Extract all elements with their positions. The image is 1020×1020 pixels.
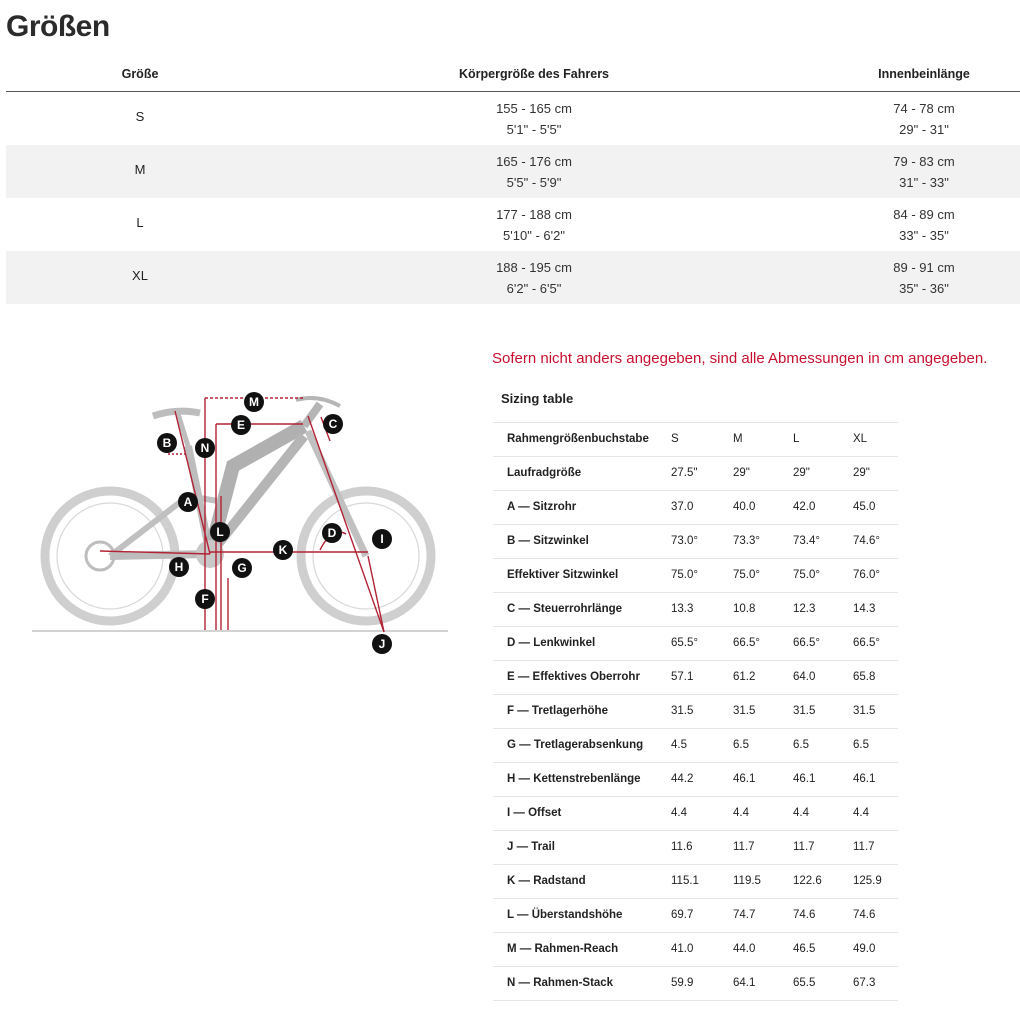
value-s: 37.0: [671, 501, 694, 513]
row-label: H — Kettenstrebenlänge: [507, 773, 641, 785]
value-l: 64.0: [793, 671, 816, 683]
value-l: 46.5: [793, 943, 816, 955]
value-xl: 46.1: [853, 773, 876, 785]
row-label: D — Lenkwinkel: [507, 637, 596, 649]
row-label: B — Sitzwinkel: [507, 535, 589, 547]
page-title: Größen: [6, 10, 110, 43]
sizing-table-title: Sizing table: [501, 391, 574, 406]
value-m: 119.5: [733, 875, 761, 887]
row-label: J — Trail: [507, 841, 555, 853]
value-xl: 45.0: [853, 501, 876, 513]
value-s: 4.4: [671, 807, 687, 819]
sizing-table-row: [493, 831, 898, 865]
size-table-header: [6, 60, 1020, 92]
value-l: 122.6: [793, 875, 822, 887]
value-xl: 29": [853, 467, 870, 479]
sizing-table-row: [493, 457, 898, 491]
row-label: Effektiver Sitzwinkel: [507, 569, 619, 581]
sizing-table-row: [493, 729, 898, 763]
sizing-table-row: [493, 695, 898, 729]
sizing-table-header: [493, 423, 898, 457]
value-m: 11.7: [733, 841, 755, 853]
row-label: N — Rahmen-Stack: [507, 977, 614, 989]
marker-d-label: D: [327, 526, 337, 540]
marker-n: [195, 438, 215, 458]
value-xl: 125.9: [853, 875, 882, 887]
inseam-cm: 89 - 91 cm: [893, 260, 955, 275]
marker-e: [231, 415, 251, 435]
value-l: 11.7: [793, 841, 815, 853]
marker-m: [244, 392, 264, 412]
marker-h: [169, 557, 189, 577]
sizing-table-row: [493, 865, 898, 899]
bike-geometry-diagram: [28, 386, 454, 660]
value-xl: 65.8: [853, 671, 876, 683]
value-s: 4.5: [671, 739, 687, 751]
value-xl: 66.5°: [853, 637, 880, 649]
inseam-in: 31" - 33": [899, 175, 949, 190]
value-s: 115.1: [671, 875, 699, 887]
sizing-table-row: [493, 661, 898, 695]
inseam-cm: 79 - 83 cm: [893, 154, 955, 169]
marker-j-label: J: [378, 637, 386, 651]
marker-m-label: M: [249, 395, 259, 409]
value-l: 75.0°: [793, 569, 820, 581]
value-m: 64.1: [733, 977, 756, 989]
value-l: 12.3: [793, 603, 816, 615]
value-s: 73.0°: [671, 535, 698, 547]
height-in: 5'10" - 6'2": [503, 228, 565, 243]
inseam-cm: 74 - 78 cm: [893, 101, 955, 116]
value-l: 6.5: [793, 739, 809, 751]
row-label: G — Tretlagerabsenkung: [507, 739, 644, 751]
value-xl: 14.3: [853, 603, 876, 615]
marker-k-label: K: [278, 543, 288, 557]
marker-f-label: F: [201, 592, 209, 606]
inseam-in: 35" - 36": [899, 281, 949, 296]
value-l: 4.4: [793, 807, 809, 819]
row-label: M — Rahmen-Reach: [507, 943, 619, 955]
marker-h-label: H: [174, 560, 184, 574]
marker-e-label: E: [236, 418, 246, 432]
value-l: 74.6: [793, 909, 816, 921]
sizing-table-row: [493, 593, 898, 627]
value-s: 44.2: [671, 773, 694, 785]
height-cm: 165 - 176 cm: [496, 154, 572, 169]
size-table-row: [6, 251, 1020, 304]
marker-a: [178, 492, 198, 512]
value-xl: 74.6°: [853, 535, 880, 547]
height-cm: 155 - 165 cm: [496, 101, 572, 116]
marker-i-label: I: [380, 532, 384, 546]
marker-c: [323, 414, 343, 434]
height-in: 5'1" - 5'5": [506, 122, 562, 137]
sizing-table-row: [493, 525, 898, 559]
marker-d: [322, 523, 342, 543]
size-table-row: [6, 145, 1020, 198]
value-m: 46.1: [733, 773, 756, 785]
marker-l: [210, 522, 230, 542]
sizing-table-row: [493, 933, 898, 967]
value-l: 29": [793, 467, 810, 479]
value-s: 41.0: [671, 943, 694, 955]
size-table-row: [6, 198, 1020, 251]
value-xl: 31.5: [853, 705, 876, 717]
sizing-table-row: [493, 967, 898, 1001]
marker-g: [232, 558, 252, 578]
sizing-table-row: [493, 559, 898, 593]
height-in: 6'2" - 6'5": [506, 281, 562, 296]
row-label: C — Steuerrohrlänge: [507, 603, 623, 615]
value-m: 31.5: [733, 705, 756, 717]
value-m: 10.8: [733, 603, 756, 615]
value-m: 29": [733, 467, 750, 479]
value-s: 11.6: [671, 841, 693, 853]
value-m: 66.5°: [733, 637, 760, 649]
height-cm: 188 - 195 cm: [496, 260, 572, 275]
inseam-in: 33" - 35": [899, 228, 949, 243]
size-header-l: L: [793, 433, 800, 445]
height-in: 5'5" - 5'9": [506, 175, 562, 190]
value-s: 13.3: [671, 603, 694, 615]
marker-c-label: C: [328, 417, 338, 431]
size-table-row: [6, 92, 1020, 145]
sizing-table-row: [493, 797, 898, 831]
value-xl: 67.3: [853, 977, 876, 989]
sizing-table-row: [493, 491, 898, 525]
value-m: 61.2: [733, 671, 756, 683]
value-l: 46.1: [793, 773, 816, 785]
sizing-table-row: [493, 899, 898, 933]
value-xl: 49.0: [853, 943, 876, 955]
sizing-table-row: [493, 763, 898, 797]
units-note: Sofern nicht anders angegeben, sind alle Abmessungen in cm angegeben.: [492, 350, 988, 367]
value-s: 59.9: [671, 977, 694, 989]
value-m: 75.0°: [733, 569, 760, 581]
marker-f: [195, 589, 215, 609]
value-xl: 11.7: [853, 841, 875, 853]
height-col-header: Körpergröße des Fahrers: [458, 67, 610, 81]
height-cm: 177 - 188 cm: [496, 207, 572, 222]
value-l: 65.5: [793, 977, 816, 989]
value-s: 31.5: [671, 705, 694, 717]
marker-n-label: N: [200, 441, 210, 455]
size-col-header: Größe: [121, 67, 159, 81]
size-label: S: [135, 109, 145, 124]
value-s: 69.7: [671, 909, 694, 921]
value-xl: 4.4: [853, 807, 869, 819]
value-l: 73.4°: [793, 535, 820, 547]
value-m: 74.7: [733, 909, 756, 921]
row-label: A — Sitzrohr: [507, 501, 577, 513]
marker-a-label: A: [183, 495, 193, 509]
sizing-table: [493, 422, 898, 1001]
value-m: 73.3°: [733, 535, 760, 547]
value-xl: 6.5: [853, 739, 869, 751]
row-label: K — Radstand: [507, 875, 586, 887]
size-header-s: S: [671, 433, 679, 445]
value-l: 66.5°: [793, 637, 820, 649]
size-header-xl: XL: [853, 433, 868, 445]
row-label: E — Effektives Oberrohr: [507, 671, 640, 683]
value-m: 4.4: [733, 807, 749, 819]
value-xl: 76.0°: [853, 569, 880, 581]
row-label: Laufradgröße: [507, 467, 582, 479]
value-s: 75.0°: [671, 569, 698, 581]
row-label: F — Tretlagerhöhe: [507, 705, 608, 717]
size-label: XL: [132, 268, 148, 283]
marker-j: [372, 634, 392, 654]
value-m: 6.5: [733, 739, 749, 751]
row-label: I — Offset: [507, 807, 562, 819]
value-l: 42.0: [793, 501, 816, 513]
marker-i: [372, 529, 392, 549]
value-m: 44.0: [733, 943, 756, 955]
value-l: 31.5: [793, 705, 816, 717]
marker-b-label: B: [162, 436, 172, 450]
value-s: 65.5°: [671, 637, 698, 649]
value-s: 57.1: [671, 671, 694, 683]
sizing-table-row: [493, 627, 898, 661]
row-label: L — Überstandshöhe: [507, 909, 623, 921]
marker-b: [157, 433, 177, 453]
inseam-in: 29" - 31": [899, 122, 949, 137]
size-label: L: [136, 215, 144, 230]
frame-letter-label: Rahmengrößenbuchstabe: [507, 433, 649, 445]
size-header-m: M: [733, 433, 743, 445]
inseam-col-header: Innenbeinlänge: [878, 67, 970, 81]
size-label: M: [134, 162, 146, 177]
value-xl: 74.6: [853, 909, 876, 921]
marker-l-label: L: [216, 525, 224, 539]
value-m: 40.0: [733, 501, 756, 513]
value-s: 27.5": [671, 467, 698, 479]
inseam-cm: 84 - 89 cm: [893, 207, 955, 222]
marker-g-label: G: [237, 561, 247, 575]
marker-k: [273, 540, 293, 560]
